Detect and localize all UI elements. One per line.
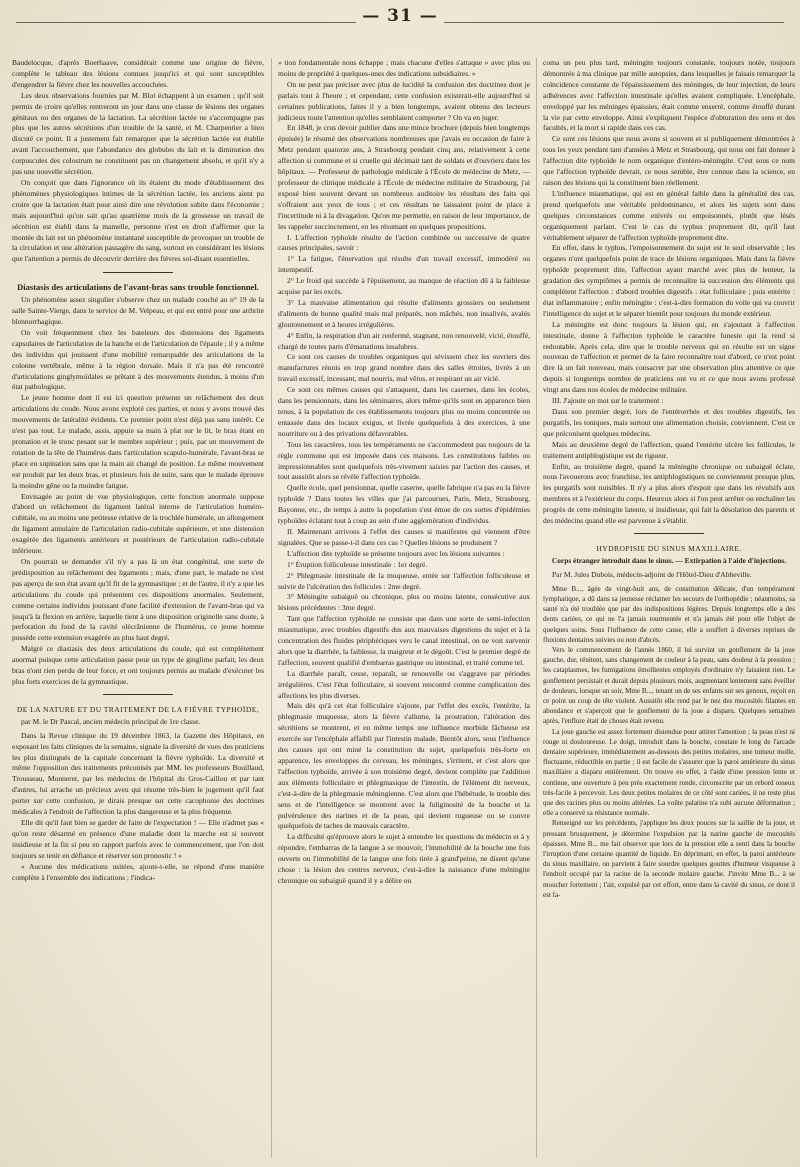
- paragraph: Ce sont ces causes de troubles organiques qui sévissent chez les ouvriers des manufactures réunis en trop grand nombre dans des salles étroites, livrés à un travail excessif, incessant, mal nourris, mal vêtus, et respirant un air vicié.: [278, 352, 530, 384]
- paragraph: Mais au deuxième degré de l'affection, quand l'entérite ulcère les follicules, le traitement antiphlogistique est de rigueur.: [543, 439, 795, 460]
- article-heading: DE LA NATURE ET DU TRAITEMENT DE LA FIÈVRE TYPHOÏDE,: [16, 704, 260, 714]
- paragraph: On conçoit que dans l'ignorance où ils étaient du mode d'établissement des phénomènes physiologiques intimes de la sécrétion lactée, les anciens aient pu croire que la lactation était pour ainsi dire une révolution subite dans l'économie ; mais aujourd'hui qu'on sait qu'au quatrième mois de la grossesse un travail de sécrétion est établi dans la mamelle, personne n'est en droit d'affirmer que la montée du lait est un phénomène instantané susceptible de provoquer un trouble de la circulation et une altération passagère du sang, surtout en considérant les lésions que l'attention a permis de découvrir derrière des fièvres soi-disant essentielles.: [12, 177, 264, 264]
- folio-rule-left: [16, 22, 356, 23]
- article-heading: HYDROPISIE DU SINUS MAXILLAIRE.: [596, 543, 742, 553]
- column-3: [543, 58, 795, 1162]
- paragraph: On ne peut pas préciser avec plus de lucidité la confusion des doctrines dont je parlais tout à l'heure ; et cependant, cette confusion existerait-elle aujourd'hui si certaines publications, faites il y a bien longtemps, avaient obtenu des lecteurs judicieux toute l'attention qu'elles semblaient comporter ? On va en juger.: [278, 79, 530, 122]
- paragraph: Malgré ce diastasis des deux articulations du coude, qui est complètement anormal puisque cette articulation passe pour un type de ginglime parfait, les deux bras n'ont rien perdu de leur force, et ont toujours permis au malade d'exécuter les plus forts exercices de la gymnastique.: [12, 644, 264, 686]
- byline: par M. le Dr Pascal, ancien médecin principal de 1re classe.: [21, 716, 201, 726]
- list-item: 2° Le froid qui succède à l'épuisement, au manque de réaction dû à la faiblesse acquise par les excès.: [278, 276, 530, 297]
- paragraph: Quelle école, quel pensionnat, quelle caserne, quelle fabrique n'a pas eu la fièvre typhoïde ? Dans toutes les villes que j'ai parcourues, Paris, Metz, Strasbourg, Bayonne, etc., de temps à autre la population s'est émue de ces sortes d'épidémies typhoïdes éclatant tout à coup au sein d'une agglomération d'individus.: [278, 483, 530, 526]
- section-separator: [12, 691, 264, 699]
- column-2: [278, 58, 530, 1162]
- paragraph: Baudelocque, d'après Boerhaave, considérait comme une origine de fièvre, complète le tableau des lésions connues jusqu'ici et qui sont susceptibles d'engendrer la fièvre chez les nouvelles accouchées.: [12, 58, 264, 89]
- paragraph: Elle dit qu'il faut bien se garder de faire de l'expectation ! — Elle n'admet pas « qu'on reste désarmé en présence d'une maladie dont la marche est si souvent insidieuse et la fin si peu en rapport parfois avec le commencement, que l'on doit toujours se tenir en défiance et réserver son pronostic ! »: [12, 818, 264, 860]
- paragraph: En effet, dans le typhus, l'empoisonnement du sujet est le seul observable ; les organes n'ont quelquefois point de trace de lésions organiques. Mais dans la fièvre typhoïde proprement dite, l'affection ayant marché avec plus de lenteur, la gradation des symptômes a permis de reconnaître la succession des éléments qui complètent l'affection : d'abord troubles digestifs : état folliculaire ; puis entérite : état inflammatoire ; enfin méningite : c'est-à-dire formation du voile qui va couvrir l'intelligence du sujet et le séparer bientôt pour toujours du monde extérieur.: [543, 243, 795, 318]
- list-item: 3° La mauvaise alimentation qui résulte d'aliments grossiers ou seulement d'aliments de bonne qualité mais mal préparés, non mâchés, non insalivés, avalés gloutonnement et à heures irrégulières.: [278, 297, 530, 329]
- paragraph: Dans la Revue clinique du 19 décembre 1863, la Gazette des Hôpitaux, en exposant les faits cliniques de la semaine, signale la diversité de vues des praticiens les plus distingués de la capitale concernant la fièvre typhoïde. La diversité et même l'opposition des traitements préconisés par MM. les professeurs Bouillaud, Trousseau, Monneret, par les médecins de l'hôpital du Gros-Caillou et par tant d'autres, lui arrache un précieux aveu qui résume très-bien le jugement qu'il faut porter sur cette confusion, je dirais presque sur cette cacophonie des doctrines médicales à l'endroit de l'affection la plus dangereuse et la plus fréquente.: [12, 730, 264, 817]
- paragraph: Dans son premier degré, lors de l'entérorrhée et des troubles digestifs, les purgatifs, les toniques, mais surtout une alimentation choisie, conviennent. C'est ce que préconisent quelques médecins.: [543, 407, 795, 438]
- paragraph: coma un peu plus tard, méningite toujours constatée, toujours notée, toujours démontrée à ma clinique par mille autopsies, dans lesquelles je faisais remarquer la coïncidence constante de l'épaississement des méninges, de leur injection, de leurs adhérences avec l'affection intestinale qu'elles avaient compliquée. L'encéphale, enveloppé par les méninges épaissies, était comme enserré, comme étouffé durant la vie par cette enveloppe. Ainsi s'expliquent l'espèce d'obturation des sens et des facultés, et la mort si rapide dans ces cas.: [543, 58, 795, 133]
- list-item: 3° Méningite subaiguë ou chronique, plus ou moins latente, consécutive aux lésions précédentes : 3me degré.: [278, 592, 530, 613]
- list-item: 1° La fatigue, l'énervation qui résulte d'un travail excessif, immodéré ou intempestif.: [278, 254, 530, 275]
- paragraph: L'affection dite typhoïde se présente toujours avec les lésions suivantes :: [287, 548, 505, 558]
- paragraph: Mme B..., âgée de vingt-huit ans, de constitution délicate, d'un tempérament lymphatique, a dû dans sa jeunesse réclamer les secours de l'orthopédie ; néanmoins, sa santé n'a été troublée que par des indispositions légères. Depuis longtemps elle a des dents cariées, ce qui ne l'a jamais tourmentée et n'a jamais été pour elle l'objet de quelques soins. Sous l'influence de cette cause, elle a souffert à diverses reprises de fluxions dentaires suivies ou non d'abcès.: [543, 584, 795, 644]
- column-divider: [271, 58, 272, 1158]
- paragraph: II. Maintenant arrivons à l'effet des causes si manifestes qui viennent d'être signalées. Que se passe-t-il dans ces cas ? Quelles lésions se produisent ?: [278, 526, 530, 547]
- paragraph: Le jeune homme dont il est ici question présente un relâchement des deux articulations du coude. Nous avons exploré ces parties, et nous y avons trouvé des mouvements de latéralité évidents. Ce premier point n'est déjà pas sans intérêt. Ce n'est pas tout. Le malade, assis, appuie sa main à plat sur le lit, le bras étant en pronation et le tronc pesant sur le membre supérieur ; puis, par un mouvement de rotation de la tête de l'humérus dans l'articulation scapulo-humérale, l'avant-bras se place en supination sans que la main ait changé de position. Le même mouvement est produit par les deux bras, et plusieurs fois de suite, sans que le malade éprouve la moindre gêne ou la moindre fatigue.: [12, 393, 264, 490]
- paragraph: Enfin, au troisième degré, quand la méningite chronique ou subaiguë éclate, nous l'avouerons avec franchise, les antiphlogistiques ne conviennent presque plus, les purgatifs sont nuisibles. Il n'y a plus alors d'espoir que dans les révulsifs aux membres et à l'extérieur du corps. Heureux alors si l'on peut arrêter ou enchaîner les progrès de cette méningite latente, si insidieuse, qui fait la désolation des parents et des médecins quand elle est parvenue à s'établir.: [543, 461, 795, 526]
- paragraph: La diarrhée paraît, cesse, reparaît, se renouvelle ou s'aggrave par périodes irrégulières. C'est l'état folliculaire, si souvent rencontré comme complication des affections les plus diverses.: [278, 668, 530, 700]
- paragraph: L'influence miasmatique, qui est en général faible dans la généralité des cas, prend quelquefois une véritable prédominance, et alors les sujets sont dans quelques circonstances comme enivrés ou empoisonnés, plutôt que lésés organiquement parlant. C'est le cas du typhus proprement dit, qu'il faut véritablement séparer de l'affection typhoïde proprement dite.: [543, 188, 795, 242]
- paragraph: « Aucune des médications usitées, ajoute-t-elle, ne répond d'une manière complète à l'ensemble des indications ; l'indica-: [12, 861, 264, 882]
- paragraph: Ce sont ces lésions que nous avons si souvent et si publiquement démontrées à tous les yeux pendant tant d'années à Metz et Strasbourg, qui nous ont fait donner à l'affection dite typhoïde le nom organique d'entéro-méningite. C'est sous ce nom que l'affection typhoïde devrait, ce nous semble, être connue dans la science, en raison des lésions qui la constituent bien réellement.: [543, 134, 795, 187]
- paragraph: Renseigné sur les précédents, j'applique les deux pouces sur la saillie de la joue, et pressant brusquement, je détermine l'expulsion par la narine gauche de mucosités épaisses. Mme B... me fait observer que lors de la pression elle a senti dans la bouche l'irruption d'une certaine quantité de liquide. En déprimant, en effet, la paroi antérieure du sinus maxillaire, on parvient à faire sourdre quelques gouttes d'humeur visqueuse à l'endroit occupé par la racine de la seconde molaire gauche. J'invite Mme B... à se moucher fortement ; l'air, expulsé par cet effort, entre dans la cavité du sinus, ce dont il est fa-: [543, 819, 795, 899]
- list-item: 2° Phlegmasie intestinale de la muqueuse, entée sur l'affection folliculeuse et suivie de l'ulcération des follicules : 2me degré.: [278, 570, 530, 591]
- column-divider: [536, 58, 537, 1158]
- paragraph: La joue gauche est assez fortement distendue pour attirer l'attention ; la peau n'est ni rouge ni douloureuse. Le doigt, introduit dans la bouche, constate le long de l'arcade dentaire supérieure, immédiatement au-dessous des petites molaires, une tumeur molle, fluctuante, réductible en partie ; il est facile de s'assurer que la paroi antérieure du sinus maxillaire a disparu entièrement. On trouve en effet, à l'aide d'une pression lente et continue, une ouverture à peu près exactement ronde, circonscrite par un rebord osseux très-facile à percevoir. Les deux petites molaires de ce côté sont cariées, il ne reste plus que des racines plus ou moins altérées. La voûte palatine n'a subi aucune déformation ; elle a conservé sa résistance normale.: [543, 727, 795, 818]
- paragraph: On pourrait se demander s'il n'y a pas là un état congénital, une sorte de prédisposition au relâchement des ligaments ; mais, d'une part, le malade ne s'est pas aperçu de son état avant qu'il fit de la gymnastique ; et de l'autre, il n'y a que les articulations du coude qui présentent ces dispositions anormales. Seulement, comme certains individus jouissant d'une facilité d'extension de l'avant-bras qui va jusqu'à la flexion en arrière, laquelle tient à une disposition originelle sans doute, à perforation du fond de la cavité olécrânienne de l'humérus, ce jeune homme possède cette extension exagérée au plus haut degré.: [12, 556, 264, 643]
- paragraph: La difficulté qu'éprouve alors le sujet à entendre les questions du médecin et à y répondre, l'embarras de la langue à se mouvoir, l'immobilité de la bouche une fois ouverte ou l'immobilité de la langue une fois tirée à grand'peine, ne disent qu'une chose : la lésion des centres nerveux, c'est-à-dire la naissance d'une méningite chronique ou subaiguë quand il y a délire ou: [278, 832, 530, 885]
- list-item: 4° Enfin, la respiration d'un air renfermé, stagnant, non renouvelé, vicié, étouffé, chargé de toutes parts d'émanations insalubres.: [278, 330, 530, 351]
- paragraph: I. L'affection typhoïde résulte de l'action combinée ou successive de quatre causes principales, savoir :: [278, 232, 530, 253]
- folio-rule-right: [444, 22, 784, 23]
- paragraph: Tous les caractères, tous les tempéraments ne s'accommodent pas toujours de la règle commune qui est imposée dans ces maisons. Les constitutions faibles ou impressionnables sont quelquefois très-vivement saisies par l'action des causes, et tout aussitôt alors se révèle l'affection typhoïde.: [278, 439, 530, 482]
- paragraph: Les deux observations fournies par M. Blot échappent à un examen ; qu'il soit permis de croire qu'elles rentreront un jour dans une classe de lésions des organes génitaux ou des organes de la lactation. La sécrétion lactée ne s'accompagne pas plus que les autres sécrétions d'un trouble de la santé, et M. Charpentier a bien discuté ce point. Il a justement fait remarquer que la sécrétion lactée est établie avant l'accouchement, que l'abondance des globules du lait et la diminution des corpuscules des colostrum ne constituent pas un changement absolu, et qu'il n'y a pas une nouvelle sécrétion.: [12, 90, 264, 177]
- article-heading: Diastasis des articulations de l'avant-bras sans trouble fonctionnel.: [17, 282, 259, 293]
- paragraph: Vers le commencement de l'année 1860, il lui survint un gonflement de la joue gauche, dur, rénitent, sans changement de couleur à la peau, sans douleur à la pression ; les cataplasmes, les fumigations émollientes employés d'ordinaire n'y faisaient rien. Le gonflement persistait et durait depuis plusieurs mois, augmentant lentement sans éveiller de douleurs, lorsque un soir, Mme B..., tenant un de ses enfants sur ses genoux, reçoit en ce point un coup de tête violent. Aussitôt elle rend par le nez des mucosités filantes en abondance et s'aperçoit que le gonflement de la joue a disparu. Quelques semaines après, l'enflure était de choses était revenu.: [543, 646, 795, 726]
- paragraph: En 1848, je crus devoir publier dans une mince brochure (depuis bien longtemps épuisée) le résumé des observations nombreuses que j'avais eu occasion de faire à Metz pendant quatorze ans, à Strasbourg pendant cinq ans, relativement à cette affection si commune et si cruelle qui décimait tant de soldats et d'ouvriers dans les hôpitaux. — Professeur de pathologie médicale à l'École de médecine de Metz, — professeur de clinique médicale à l'École de médecine militaire de Strasbourg, j'ai exposé bien souvent devant un nombreux auditoire les résultats des faits qui s'offraient aux yeux de tous ; et ces résultats ne laissaient point de place à l'incertitude ni à la divagation. Qu'on me permette, en raison de leur importance, de les rappeler succinctement, en les résumant en quelques propositions.: [278, 123, 530, 231]
- column-1: [12, 58, 264, 1162]
- paragraph: La méningite est donc toujours la lésion qui, en s'ajoutant à l'affection intestinale, donne à l'affection typhoïde le caractère funeste qui la rend si redoutable. Après cela, dire que le trouble nerveux qui en résulte est un signe nouveau de l'affection et permet de la faire reconnaître tout d'abord, ce n'est point dire là un fait nouveau, mais consacrer par une observation plus attentive ce que depuis si longtemps nombre de praticiens ont vu et ce que nous avons professé vingt ans dans nos écoles de médecine militaire.: [543, 319, 795, 395]
- paragraph: Mais dès qu'à cet état folliculaire s'ajoute, par l'effet des excès, l'entérite, la phlegmasie muqueuse, alors la fièvre s'allume, la prostration, l'altération des sécrétions se montrent, et en même temps une influence morbide fâcheuse est exercée sur l'encéphale affaibli par l'intestin malade. Bientôt alors, sous l'influence des causes qui ont miné la constitution du sujet, quelquefois très-forte en apparence, les enveloppes du cerveau, les méninges, s'irritent, et c'est alors que l'affection typhoïde, arrivée à son troisième degré, devient complète par l'addition aux éléments folliculaire et phlegmasique de l'intestin, de l'élément dit nerveux, c'est-à-dire de la phlegmasie méningienne. C'est alors que l'hébétude, le trouble des sens et de l'intelligence se montrent avec la fuliginosité de la bouche et la pulvérulence des narines et de la peau, qui devient rugueuse ou se couvre quelquefois de taches de mauvais caractère.: [278, 701, 530, 831]
- section-separator: [12, 268, 264, 276]
- article-subheading: Corps étranger introduit dans le sinus. — Extirpation à l'aide d'injections.: [551, 555, 787, 565]
- page-number: — 31 —: [362, 6, 438, 26]
- section-separator: [543, 530, 795, 538]
- paragraph: On voit fréquemment chez les bateleurs des distensions des ligaments capsulaires de l'articulation de la hanche et de l'articulation de l'épaule ; il y a même des individus qui jouissent d'une mobilité remarquable des articulations de la colonne vertébrale, même à la région dorsale. Mais il n'a pas été rencontré d'articulations ginglymoïdales se prêtant à des mouvements étendus, à moins d'un état pathologique.: [12, 327, 264, 392]
- paragraph: III. J'ajoute un mot sur le traitement :: [552, 396, 664, 406]
- paragraph: Envisagée au point de vue physiologique, cette fonction anormale suppose d'abord un relâchement du ligament latéral interne de l'articulation huméro-cubitale, ou au moins une petitesse relative de la trochlée humérale, un allongement du ligament annulaire de l'articulation radio-cubitale supérieure, et une distension exagérée des ligaments antérieurs et postérieurs de l'articulation radio-cubitale inférieure.: [12, 491, 264, 556]
- list-item: 1° Éruption folliculeuse intestinale : 1er degré.: [287, 559, 428, 569]
- paragraph: Tant que l'affection typhoïde ne consiste que dans une sorte de semi-infection miasmatique, avec troubles digestifs dus aux mauvaises digestions du sujet et à la concentration des fluides périphériques vers le canal intestinal, on ne voit survenir alors que la diarrhée, la faiblesse, la maigreur et le dégoût. C'est le premier degré de l'affection, souvent qualifié d'embarras gastrique ou intestinal, et traité comme tel.: [278, 614, 530, 667]
- byline: Par M. Jules Dubois, médecin-adjoint de l'Hôtel-Dieu d'Abbeville.: [552, 569, 752, 579]
- paragraph: Un phénomène assez singulier s'observe chez un malade couché au n° 19 de la salle Sainte-Vierge, dans le service de M. Velpeau, et qui est entré pour une arthrite blennorrhagique.: [12, 295, 264, 327]
- paragraph: Ce sont ces mêmes causes qui s'attaquent, dans les casernes, dans les écoles, dans les pensionnats, dans les séminaires, alors même qu'ils sont en apparence bien tenus, à la population de ces établissements toujours plus ou moins concentrée ou entassée dans des locaux exigus, et livrée quelquefois à des exercices, à une nourriture ou à des privations défavorables.: [278, 385, 530, 438]
- paragraph: » tion fondamentale nous échappe ; mais chacune d'elles s'attaque » avec plus ou moins de propriété à quelques-unes des indications subsidiaires. »: [278, 58, 530, 78]
